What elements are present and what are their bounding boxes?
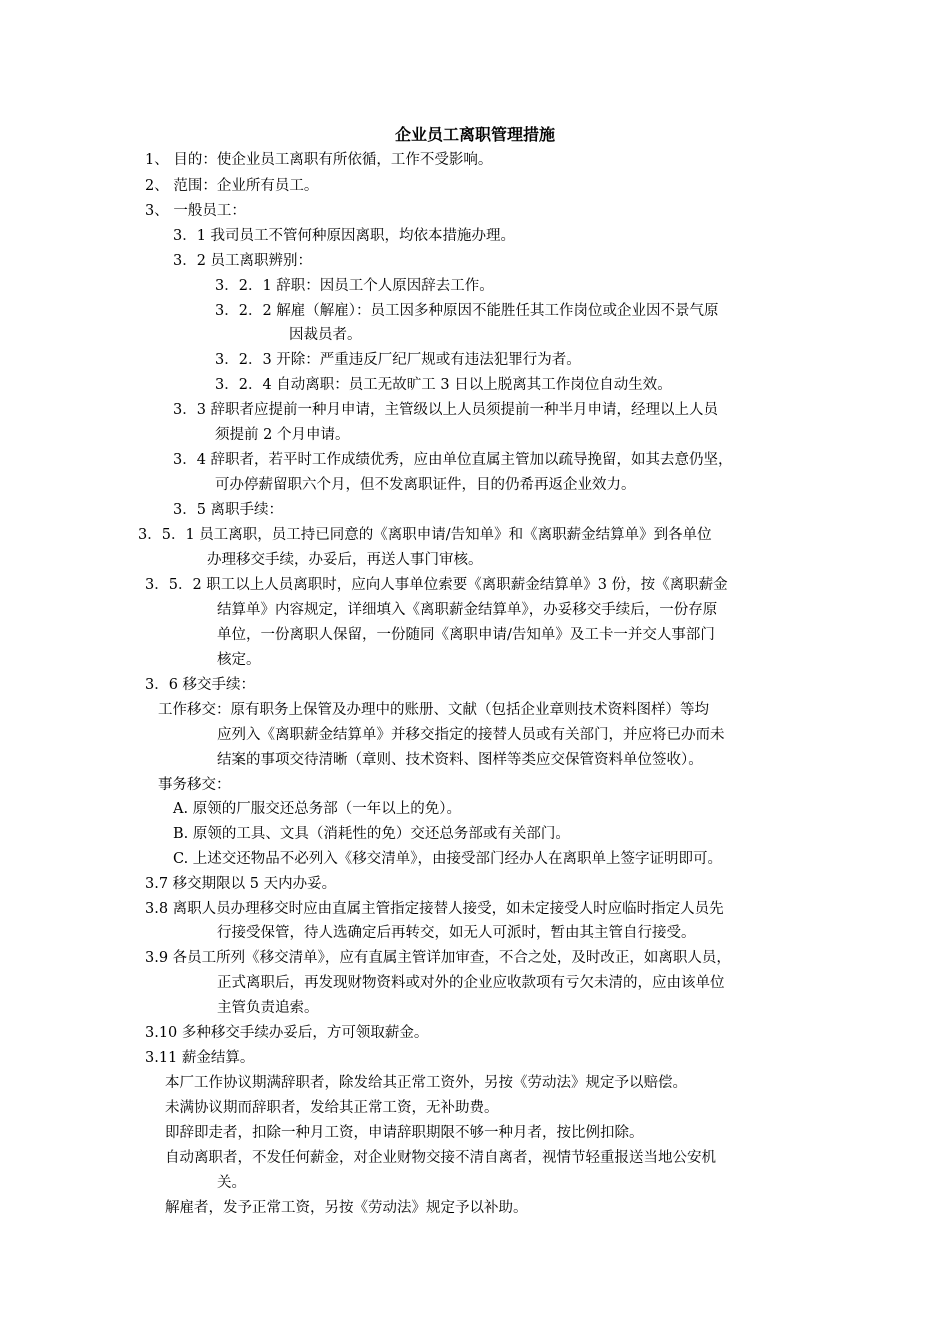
text-line: 结算单》内容规定，详细填入《离职薪金结算单》，办妥移交手续后，一份存原 xyxy=(217,602,718,618)
text-line: 3．5 离职手续： xyxy=(173,502,284,518)
text-line: 3．2．2 解雇（解雇）：员工因多种原因不能胜任其工作岗位或企业因不景气原 xyxy=(215,303,719,319)
document-title: 企业员工离职管理措施 xyxy=(394,125,555,144)
text-line: 未满协议期而辞职者，发给其正常工资，无补助费。 xyxy=(165,1100,499,1116)
text-line: 应列入《离职薪金结算单》并移交指定的接替人员或有关部门，并应将已办而未 xyxy=(217,727,725,743)
text-line: A. 原领的厂服交还总务部（一年以上的免）。 xyxy=(173,801,461,817)
text-line: 3．3 辞职者应提前一种月申请，主管级以上人员须提前一种半月申请，经理以上人员 xyxy=(173,402,719,418)
text-line: 3．6 移交手续： xyxy=(145,677,256,693)
text-line: 1、 目的：使企业员工离职有所依循，工作不受影响。 xyxy=(145,152,493,168)
text-line: 3.11 薪金结算。 xyxy=(145,1050,255,1066)
text-line: 3.10 多种移交手续办妥后，方可领取薪金。 xyxy=(145,1025,429,1041)
text-line: 3．2．3 开除：严重违反厂纪厂规或有违法犯罪行为者。 xyxy=(215,352,581,368)
text-line: 解雇者，发予正常工资，另按《劳动法》规定予以补助。 xyxy=(165,1200,528,1216)
text-line: 因裁员者。 xyxy=(289,327,362,343)
text-line: C. 上述交还物品不必列入《移交清单》，由接受部门经办人在离职单上签字证明即可。 xyxy=(173,851,723,867)
text-line: 核定。 xyxy=(217,652,261,668)
text-line: 2、 范围：企业所有员工。 xyxy=(145,178,319,194)
text-line: 3．1 我司员工不管何种原因离职，均依本措施办理。 xyxy=(173,228,516,244)
text-line: 关。 xyxy=(217,1175,246,1191)
text-line: 3．5．2 职工以上人员离职时，应向人事单位索要《离职薪金结算单》3 份，按《离职薪金 xyxy=(145,577,728,593)
text-line: 可办停薪留职六个月，但不发离职证件，目的仍希再返企业效力。 xyxy=(215,477,636,493)
text-line: 3.9 各员工所列《移交清单》，应有直属主管详加审查，不合之处，及时改正，如离职人员， xyxy=(145,950,731,966)
text-line: 3．2．4 自动离职：员工无故旷工 3 日以上脱离其工作岗位自动生效。 xyxy=(215,377,672,393)
text-line: 单位，一份离职人保留，一份随同《离职申请/告知单》及工卡一并交人事部门 xyxy=(217,627,715,643)
text-line: 3、 一般员工： xyxy=(145,203,246,219)
text-line: 即辞即走者，扣除一种月工资，申请辞职期限不够一种月者，按比例扣除。 xyxy=(165,1125,644,1141)
text-line: B. 原领的工具、文具（消耗性的免）交还总务部或有关部门。 xyxy=(173,826,570,842)
text-line: 工作移交：原有职务上保管及办理中的账册、文献（包括企业章则技术资料图样）等均 xyxy=(158,702,709,718)
text-line: 正式离职后，再发现财物资料或对外的企业应收款项有亏欠未清的，应由该单位 xyxy=(217,975,725,991)
text-line: 办理移交手续，办妥后，再送人事门审核。 xyxy=(207,552,483,568)
text-line: 自动离职者，不发任何薪金，对企业财物交接不清自离者，视情节轻重报送当地公安机 xyxy=(165,1150,716,1166)
text-line: 事务移交： xyxy=(158,777,231,793)
text-line: 3．5．1 员工离职，员工持已同意的《离职申请/告知单》和《离职薪金结算单》到各单位 xyxy=(138,527,712,543)
text-line: 主管负责追索。 xyxy=(217,1000,319,1016)
text-line: 行接受保管，待人选确定后再转交，如无人可派时，暂由其主管自行接受。 xyxy=(217,925,696,941)
text-line: 3．2．1 辞职：因员工个人原因辞去工作。 xyxy=(215,278,494,294)
text-line: 3.7 移交期限以 5 天内办妥。 xyxy=(145,876,337,892)
text-line: 3．2 员工离职辨别： xyxy=(173,253,313,269)
text-line: 本厂工作协议期满辞职者，除发给其正常工资外，另按《劳动法》规定予以赔偿。 xyxy=(165,1075,687,1091)
text-line: 3.8 离职人员办理移交时应由直属主管指定接替人接受，如未定接受人时应临时指定人员先 xyxy=(145,901,724,917)
text-line: 3．4 辞职者，若平时工作成绩优秀，应由单位直属主管加以疏导挽留，如其去意仍坚， xyxy=(173,452,733,468)
text-line: 须提前 2 个月申请。 xyxy=(215,427,350,443)
text-line: 结案的事项交待清晰（章则、技术资料、图样等类应交保管资料单位签收）。 xyxy=(217,752,703,768)
